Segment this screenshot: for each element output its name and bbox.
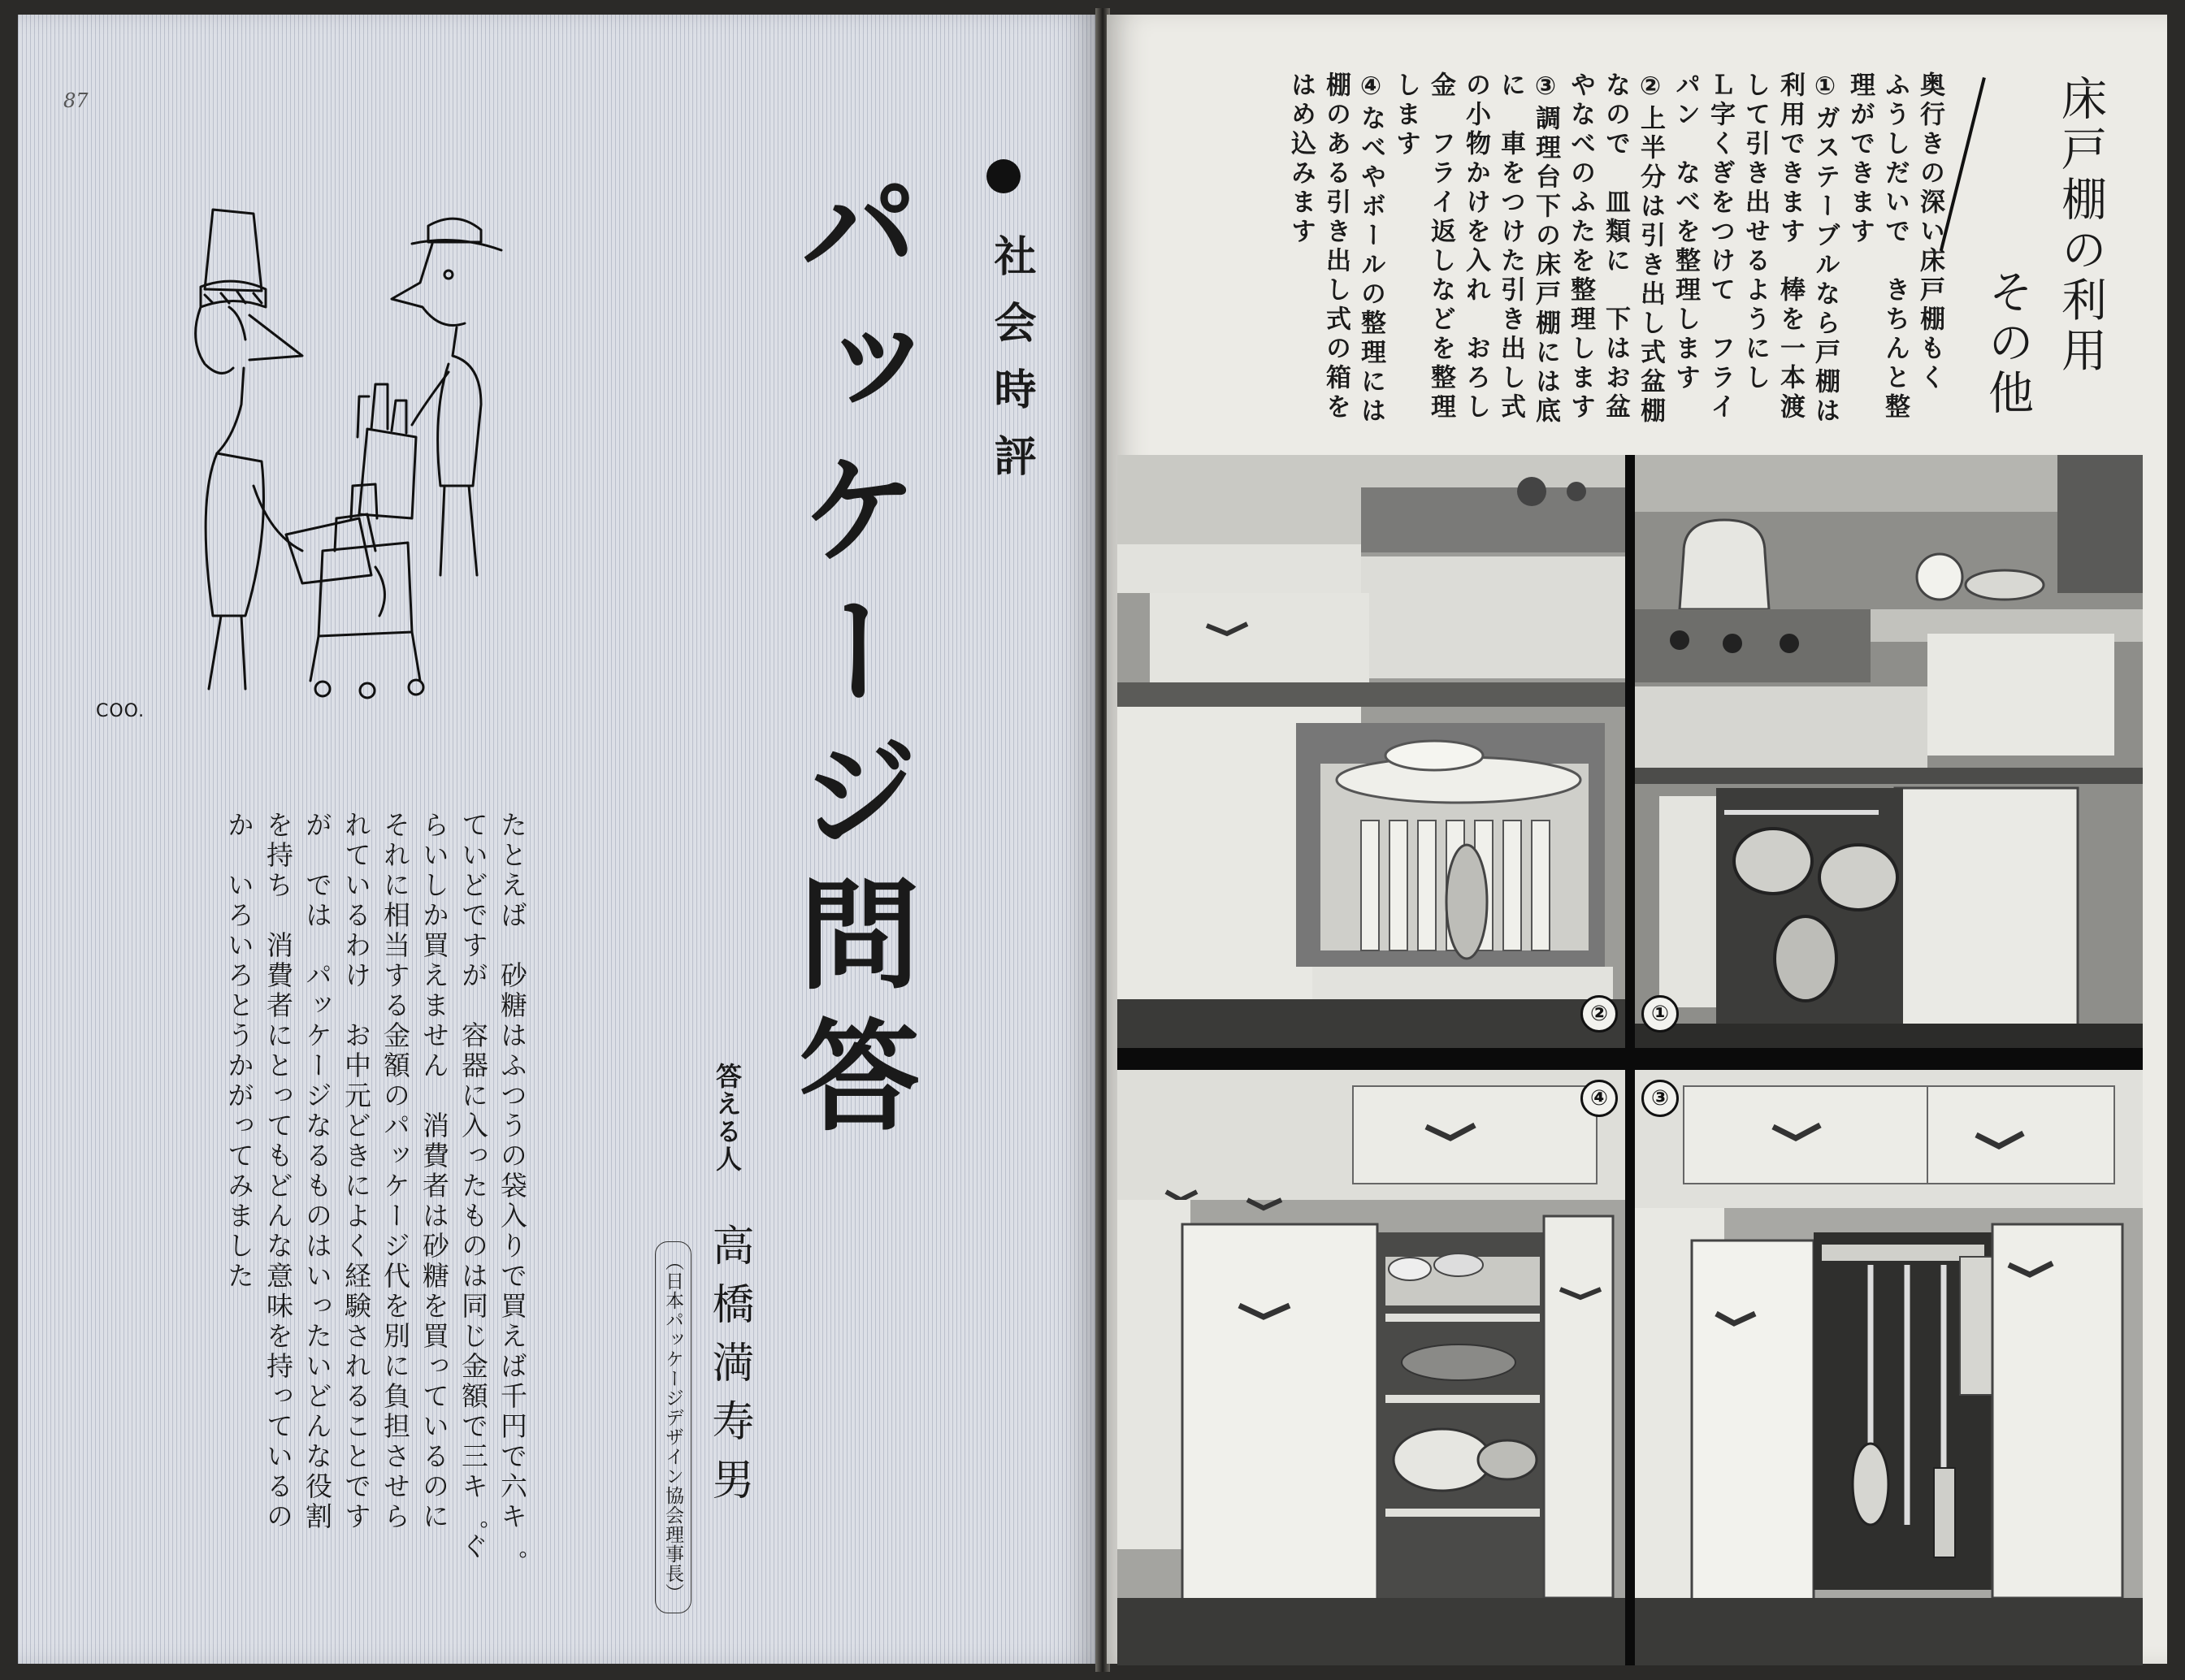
text-column: やなべのふたを整理します bbox=[1566, 71, 1595, 422]
text-column: ②上半分は引き出し式盆棚 bbox=[1636, 71, 1665, 426]
section-subtitle: その他 bbox=[1981, 268, 2034, 419]
photo-number-badge: ③ bbox=[1641, 1080, 1679, 1117]
section-text bbox=[1146, 71, 1942, 461]
text-column: します bbox=[1391, 71, 1420, 159]
photo-plate-rack bbox=[1117, 455, 1625, 1048]
text-column: らいしか買えません 消費者は砂糖を買っているのに bbox=[418, 811, 450, 1532]
intro-text bbox=[103, 811, 526, 1599]
text-column: れているわけ お中元どきによく経験されることです bbox=[340, 811, 372, 1532]
title-bullet bbox=[986, 159, 1021, 193]
text-column: パン なべを整理します bbox=[1671, 71, 1700, 393]
text-column: 理ができます bbox=[1845, 71, 1875, 247]
answerer-name: 高橋満寿男 bbox=[704, 1223, 753, 1516]
text-column: を持ち 消費者にとってもどんな意味を持っているの bbox=[262, 811, 294, 1532]
text-column: ふうしだいで きちんと整 bbox=[1880, 71, 1910, 422]
text-column: が では パッケージなるものはいったいどんな役割 bbox=[301, 811, 333, 1532]
text-column: Ｌ字くぎをつけて フライ bbox=[1706, 71, 1735, 422]
text-column: はめ込みます bbox=[1286, 71, 1316, 247]
text-column: して引き出せるようにし bbox=[1741, 71, 1770, 393]
left-page bbox=[18, 15, 1099, 1664]
text-column: 利用できます 棒を一本渡 bbox=[1775, 71, 1805, 422]
text-column: ③調理台下の床戸棚には底 bbox=[1531, 71, 1560, 426]
photo-number-badge: ① bbox=[1641, 995, 1679, 1033]
text-column: 奥行きの深い床戸棚もく bbox=[1915, 71, 1944, 393]
text-column: なので 皿類に 下はお盆 bbox=[1601, 71, 1630, 422]
photo-number-badge: ④ bbox=[1580, 1080, 1618, 1117]
illustrator-signature: COO. bbox=[96, 701, 145, 721]
page-number: 87 bbox=[63, 89, 89, 112]
photo-image bbox=[1635, 455, 2143, 1048]
text-column: か いろいろとうかがってみました bbox=[223, 811, 255, 1292]
photo-shelf-box bbox=[1117, 1070, 1625, 1665]
text-column: に 車をつけた引き出し式 bbox=[1496, 71, 1525, 422]
photo-utensil-hanger bbox=[1635, 1070, 2143, 1665]
photo-image bbox=[1117, 1070, 1625, 1665]
answerer-label: 答える人 bbox=[712, 1063, 743, 1173]
text-column: ④なべやボールの整理には bbox=[1356, 71, 1385, 426]
photo-image bbox=[1117, 455, 1625, 1048]
answerer-affiliation: （日本パッケージデザイン協会理事長） bbox=[655, 1241, 691, 1613]
text-column: 棚のある引き出し式の箱を bbox=[1321, 71, 1350, 422]
text-column: 金 フライ返しなどを整理 bbox=[1426, 71, 1455, 422]
photo-number-badge: ② bbox=[1580, 995, 1618, 1033]
article-title: パッケージ問答 bbox=[780, 165, 920, 1154]
text-column: ①ガステーブルなら戸棚は bbox=[1810, 71, 1840, 426]
photo-image bbox=[1635, 1070, 2143, 1665]
kitchen-photo-grid bbox=[1117, 455, 2143, 1665]
cartoon-illustration bbox=[99, 193, 684, 746]
text-column: の小物かけを入れ おろし bbox=[1461, 71, 1490, 422]
column-kicker: 社会時評 bbox=[986, 234, 1035, 500]
text-column: たとえば 砂糖はふつうの袋入りで買えば千円で六キ゜ bbox=[496, 811, 528, 1562]
section-title: 床戸棚の利用 bbox=[2054, 75, 2107, 377]
photo-pot-rod bbox=[1635, 455, 2143, 1048]
text-column: それに相当する金額のパッケージ代を別に負担させら bbox=[379, 811, 411, 1532]
text-column: ていどですが 容器に入ったものは同じ金額で三キ゜ぐ bbox=[457, 811, 489, 1562]
